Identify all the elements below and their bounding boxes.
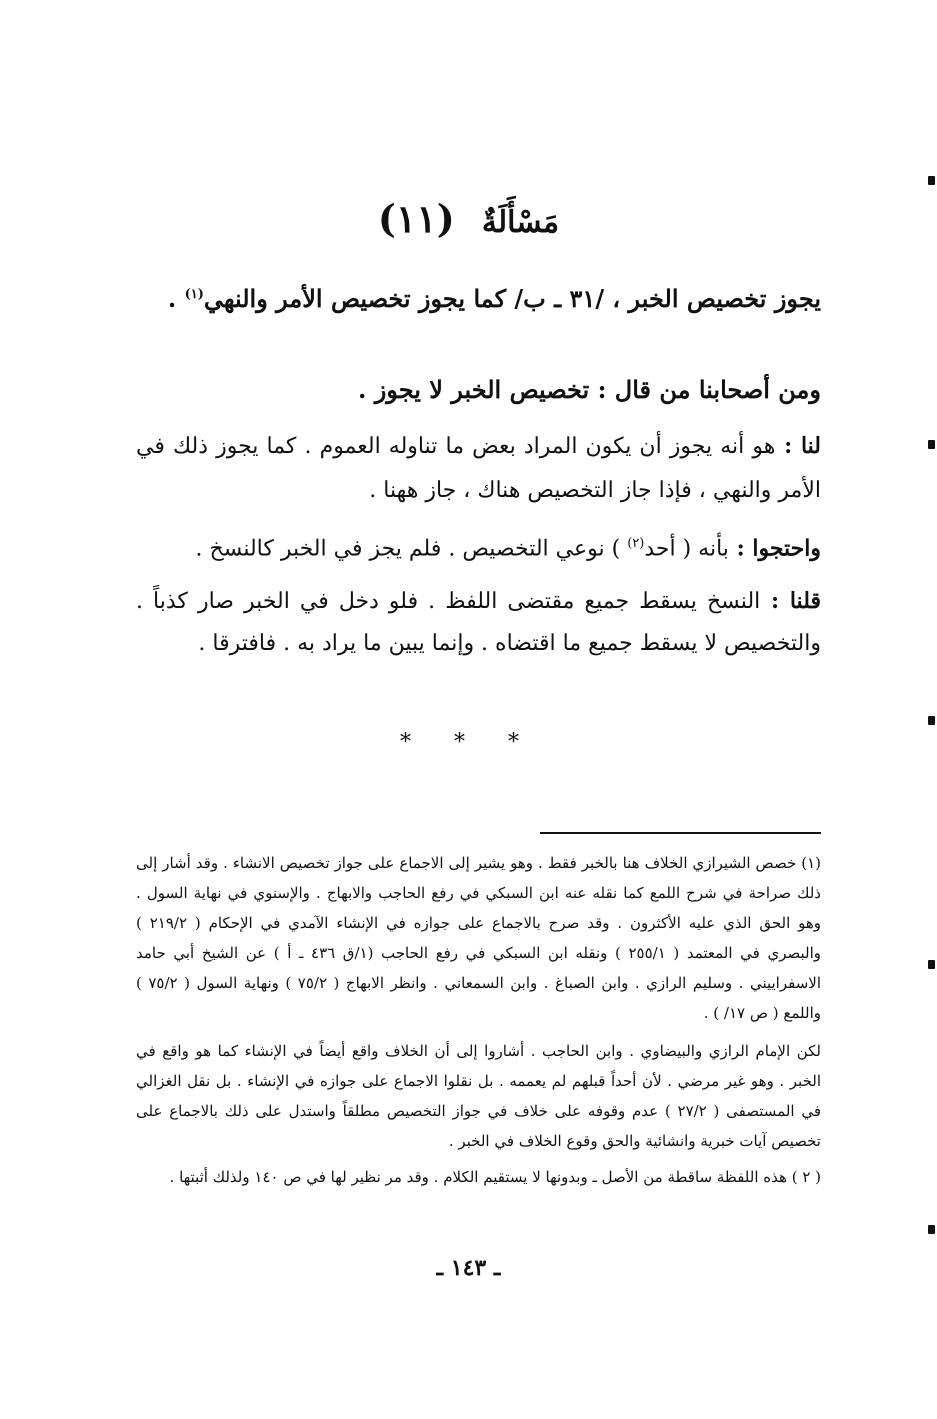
lead-qulna: قلنا : (760, 588, 821, 614)
heading-word: مَسْأَلَةٌ (481, 205, 560, 240)
heading-number: (١١) (377, 196, 455, 241)
paragraph-opposing-view (136, 370, 821, 410)
paragraph-reply (136, 580, 821, 665)
their-argument-a: بأنه ( أحد (644, 536, 729, 562)
margin-mark (928, 440, 935, 449)
margin-mark (928, 716, 935, 725)
margin-mark (928, 1225, 935, 1234)
margin-mark (928, 176, 935, 185)
footnote-ref-2: (٢) (627, 536, 645, 551)
lead-ihtajju: واحتجوا : (728, 535, 821, 562)
page-number: ـ ١٤٣ ـ (436, 1255, 501, 1281)
statement-end: . (167, 284, 185, 313)
paragraph-statement (136, 272, 821, 322)
footnote-1-part-1: (١) خصص الشيرازي الخلاف هنا بالخبر فقط . وهو يشير إلى الاجماع على جواز تخصيص الانشاء . وقد أشار إلى ذلك صراحة في شرح اللمع كما نقله عنه ابن السبكي في رفع الحاجب والابهاج . والإسنوي في نهاية السول . وهو الحق الذي عليه الأكثرون . وقد صرح بالاجماع على جوازه في الإنشاء الآمدي في الإحكام ( ٢١٩/٢ ) والبصري في المعتمد ( ٢٥٥/١ ) ونقله ابن السبكي في رفع الحاجب (١/ق ٤٣٦ ـ أ ) عن الشيخ أبي حامد الاسفراييني . وسليم الرازي . وابن الصباغ . وابن السمعاني . وانظر الابهاج ( ٧٥/٢ ) ونهاية السول ( ٧٥/٢ ) واللمع ( ص ١٧/ ) . (136, 854, 822, 1022)
reply-text: النسخ يسقط جميع مقتضى اللفظ . فلو دخل في الخبر صار كذباً . والتخصيص لا يسقط جميع ما اقتضاه . وإنما يبين ما يراد به . فافترقا . (136, 589, 821, 656)
footnote-1-part-2: لكن الإمام الرازي والبيضاوي . وابن الحاجب . أشاروا إلى أن الخلاف واقع أيضاً في الإنشاء كما هو واقع في الخبر . وهو غير مرضي . لأن أحداً قبلهم لم يعممه . بل نقلوا الاجماع على جوازه في الإنشاء . بل نقل الغزالي في المستصفى ( ٢٧/٢ ) عدم وقوفه على خلاف في جواز التخصيص مطلقاً واستدل على ذلك بالاجماع على تخصيص آيات خبرية وانشائية والحق وقوع الخلاف في الخبر . (136, 1042, 822, 1150)
opposing-view-text: ومن أصحابنا من قال : تخصيص الخبر لا يجوز . (358, 375, 821, 404)
margin-mark (928, 960, 935, 969)
paragraph-their-argument (136, 524, 821, 569)
footnote-ref-1: (١) (184, 287, 204, 302)
section-heading (0, 196, 937, 241)
footnote-rule (540, 832, 821, 834)
paragraph-our-argument (136, 424, 821, 513)
their-argument-b: ) نوعي التخصيص . فلم يجز في الخبر كالنسخ . (195, 536, 628, 562)
lead-lana: لنا : (775, 433, 822, 459)
section-separator-stars: * * * (400, 730, 537, 755)
footnote-2: ( ٢ ) هذه اللفظة ساقطة من الأصل ـ وبدونها لا يستقيم الكلام . وقد مر نظير لها في ص ١٤٠ ولذلك أثبتها . (169, 1168, 821, 1186)
statement-text: يجوز تخصيص الخبر ، /٣١ ـ ب/ كما يجوز تخصيص الأمر والنهي (203, 284, 821, 313)
our-argument-text: هو أنه يجوز أن يكون المراد بعض ما تناوله العموم . كما يجوز ذلك في الأمر والنهي ، فإذا جاز التخصيص هناك ، جاز ههنا . (136, 434, 821, 503)
